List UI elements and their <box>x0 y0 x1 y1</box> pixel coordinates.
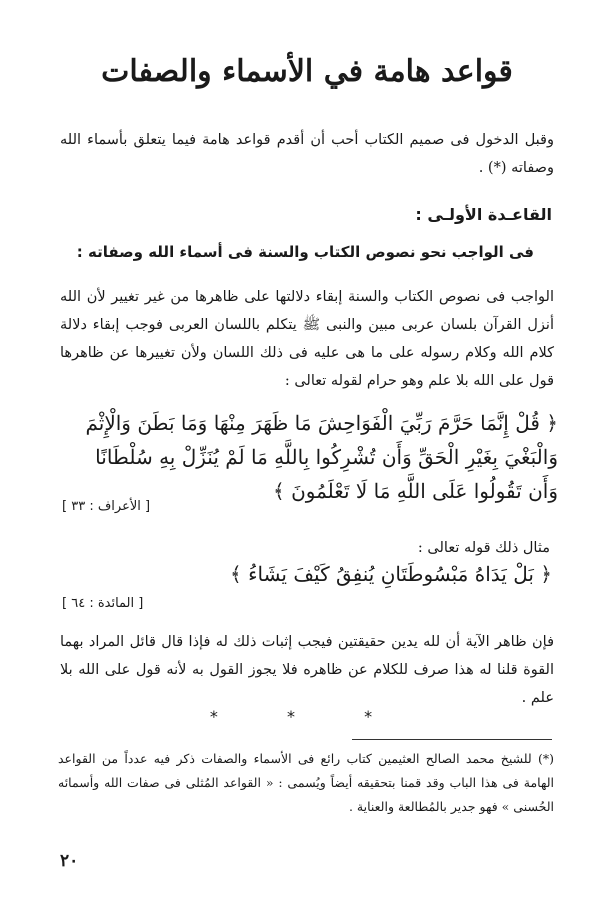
intro-paragraph: وقبل الدخول فى صميم الكتاب أحب أن أقدم قواعد هامة فيما يتعلق بأسماء الله وصفاته (*) . <box>60 132 554 176</box>
quran-verse-maidah: ﴿ بَلْ يَدَاهُ مَبْسُوطَتَانِ يُنفِقُ كَيْفَ يَشَاءُ ﴾ <box>230 562 552 586</box>
example-label: مثال ذلك قوله تعالى : <box>417 540 550 556</box>
section-separator: * * * <box>209 707 405 726</box>
verse-reference-maidah: [ المائدة : ٦٤ ] <box>62 596 144 611</box>
quran-verse-araf: ﴿ قُلْ إِنَّمَا حَرَّمَ رَبِّيَ الْفَوَاحِشَ مَا ظَهَرَ مِنْهَا وَمَا بَطَنَ وَالْإِثْمَ وَالْبَغْيَ بِغَيْرِ الْحَقِّ وَأَن تُشْرِكُوا بِاللَّهِ مَا لَمْ يُنَزِّلْ بِهِ سُلْطَانًا وَأَن تَقُولُوا عَلَى اللَّهِ مَا لَا تَعْلَمُونَ ﴾ <box>85 411 558 503</box>
rule-1-body: الواجب فى نصوص الكتاب والسنة إبقاء دلالتها على ظاهرها من غير تغيير لأن الله أنزل القرآن بلسان عربى مبين والنبى ﷺ يتكلم باللسان العربى فوجب إبقاء دلالة كلام الله وكلام رسوله على ما هى عليه فى ذلك اللسان ولأن تغييرها عن ظاهرها قول على الله بلا علم وهو حرام لقوله تعالى : <box>60 289 554 389</box>
rule-1-heading: القاعـدة الأولـى : <box>415 205 552 224</box>
page-number: ٢٠ <box>60 851 79 871</box>
verse-reference-araf: [ الأعراف : ٣٣ ] <box>62 499 151 514</box>
footnote: (*) للشيخ محمد الصالح العثيمين كتاب رائع فى الأسماء والصفات ذكر فيه عدداً من القواعد الهامة فى هذا الباب وقد قمنا بتحقيقه أيضاً ويُسمى : « القواعد المُثلى فى صفات الله وأسمائه الحُسنى » فهو جدير بالمُطالعة والعناية . <box>58 751 554 814</box>
page-title: قواعد هامة في الأسماء والصفات <box>101 54 513 89</box>
example-explanation: فإن ظاهر الآية أن لله يدين حقيقتين فيجب إثبات ذلك له فإذا قال قائل المراد بهما القوة قلنا له هذا صرف للكلام عن ظاهره فلا يجوز القول به لأنه قول على الله بلا علم . <box>60 634 554 706</box>
footnote-divider <box>352 739 552 740</box>
rule-1-subheading: فى الواجب نحو نصوص الكتاب والسنة فى أسماء الله وصفاته : <box>76 243 534 261</box>
